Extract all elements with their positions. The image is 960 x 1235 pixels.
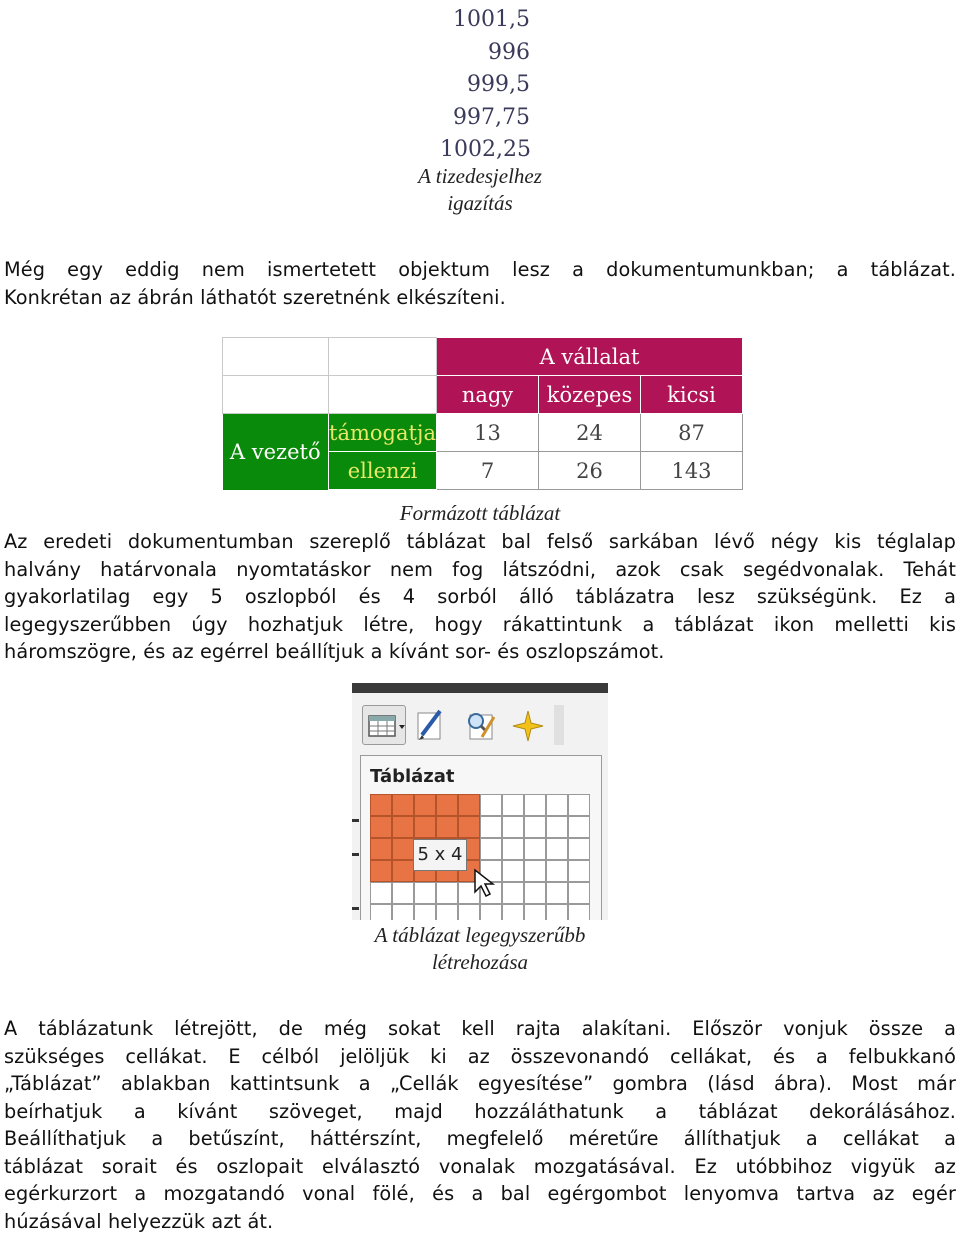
text-line: „Táblázat” ablakban kattintsunk a „Cellák egyesítése” gombra (lásd ábra). Most már <box>4 1072 956 1095</box>
grid-cell[interactable] <box>502 882 524 904</box>
text-line: halvány határvonala nyomtatáskor nem fog látszódni, azok csak segédvonalak. Tehát <box>4 557 956 581</box>
grid-cell[interactable] <box>480 904 502 920</box>
table-cell: 24 <box>539 414 641 452</box>
grid-cell[interactable] <box>502 794 524 816</box>
grid-cell[interactable] <box>370 882 392 904</box>
find-edit-icon <box>458 705 502 745</box>
row-label: támogatja <box>329 414 437 452</box>
decimal-value: 996 <box>488 39 530 65</box>
grid-cell[interactable] <box>568 904 590 920</box>
toolbar <box>362 701 608 747</box>
text-line: beírhatjuk a kívánt szöveget, majd hozzáláthatunk a táblázat dekorálásához. <box>4 1099 956 1123</box>
grid-cell[interactable] <box>546 816 568 838</box>
grid-cell[interactable] <box>480 838 502 860</box>
grid-cell[interactable] <box>568 794 590 816</box>
text-line: Még egy eddig nem ismertetett objektum lesz a dokumentumunkban; a táblázat. <box>4 258 956 281</box>
decimal-alignment-figure <box>440 4 530 167</box>
mouse-cursor-icon <box>473 868 495 900</box>
grid-cell[interactable] <box>568 860 590 882</box>
table-size-dropdown <box>360 755 602 920</box>
text-line: háromszögre, és az egérrel beállítjuk a kívánt sor- és oszlopszámot. <box>4 640 665 663</box>
grid-cell[interactable] <box>458 816 480 838</box>
table-cell: 13 <box>437 414 539 452</box>
grid-cell[interactable] <box>436 904 458 920</box>
grid-cell[interactable] <box>370 860 392 882</box>
grid-cell[interactable] <box>392 794 414 816</box>
star-button[interactable] <box>506 705 550 745</box>
grid-cell[interactable] <box>502 860 524 882</box>
text-line: legegyszerűbben úgy hozhatjuk létre, hogy rákattintunk a táblázat ikon melletti kis <box>4 612 956 636</box>
grid-cell[interactable] <box>436 882 458 904</box>
col-header: közepes <box>539 376 641 414</box>
ruler-marks <box>352 693 360 920</box>
grid-cell[interactable] <box>524 904 546 920</box>
table-caption: Formázott táblázat <box>399 501 561 525</box>
grid-cell[interactable] <box>546 882 568 904</box>
helper-cell <box>329 376 437 414</box>
col-header: nagy <box>437 376 539 414</box>
decimal-value: 1001,5 <box>453 7 530 32</box>
caption-line: létrehozása <box>431 950 529 974</box>
caption-line: A tizedesjelhez <box>418 164 542 188</box>
edit-button[interactable] <box>410 705 454 745</box>
decimal-value: 999,5 <box>467 72 530 97</box>
table-icon <box>363 706 407 746</box>
text-line: Beállíthatjuk a betűszínt, háttérszínt, megfelelő méretűre állíthatjuk a cellákat a <box>4 1127 956 1150</box>
paragraph-1 <box>4 256 956 311</box>
grid-cell[interactable] <box>524 860 546 882</box>
decimal-value: 1002,25 <box>440 137 531 162</box>
helper-cell <box>329 338 437 376</box>
grid-cell[interactable] <box>568 816 590 838</box>
table-cell: 87 <box>641 414 743 452</box>
grid-cell[interactable] <box>370 816 392 838</box>
table-cell: 143 <box>641 452 743 490</box>
grid-cell[interactable] <box>502 904 524 920</box>
grid-cell[interactable] <box>392 882 414 904</box>
grid-cell[interactable] <box>436 816 458 838</box>
helper-cell <box>223 338 329 376</box>
text-line: Az eredeti dokumentumban szereplő táblázat bal felső sarkában lévő négy kis téglalap <box>4 530 956 553</box>
table-insert-screenshot <box>352 683 608 920</box>
dropdown-arrow-icon <box>399 725 405 729</box>
paragraph-3 <box>4 1015 956 1235</box>
grid-cell[interactable] <box>436 794 458 816</box>
header-group-cell: A vállalat <box>437 338 743 376</box>
text-line: Konkrétan az ábrán láthatót szeretnénk elkészíteni. <box>4 285 506 309</box>
formatted-table <box>222 337 743 490</box>
text-line: táblázat sorait és oszlopait elválasztó vonalak mozgatásával. Ez utóbbihoz vigyük az <box>4 1154 956 1178</box>
table-cell: 7 <box>437 452 539 490</box>
grid-cell[interactable] <box>546 904 568 920</box>
grid-cell[interactable] <box>414 882 436 904</box>
text-line: szükséges cellákat. E célból jelöljük ki az összevonandó cellákat, és a felbukkanó <box>4 1044 956 1068</box>
grid-cell[interactable] <box>458 794 480 816</box>
grid-cell[interactable] <box>502 838 524 860</box>
edit-pen-icon <box>410 705 454 745</box>
grid-cell[interactable] <box>370 794 392 816</box>
grid-cell[interactable] <box>392 860 414 882</box>
text-line: A táblázatunk létrejött, de még sokat kell rajta alakítani. Először vonjuk össze a <box>4 1017 956 1040</box>
grid-cell[interactable] <box>546 860 568 882</box>
grid-cell[interactable] <box>458 904 480 920</box>
grid-cell[interactable] <box>480 794 502 816</box>
grid-cell[interactable] <box>524 882 546 904</box>
grid-cell[interactable] <box>546 838 568 860</box>
dropdown-title: Táblázat <box>370 766 455 787</box>
cut-off-button[interactable] <box>554 705 564 745</box>
grid-cell[interactable] <box>414 794 436 816</box>
decimal-value: 997,75 <box>453 104 530 130</box>
helper-cell <box>223 376 329 414</box>
grid-cell[interactable] <box>568 882 590 904</box>
grid-cell[interactable] <box>524 838 546 860</box>
grid-cell[interactable] <box>392 904 414 920</box>
grid-cell[interactable] <box>546 794 568 816</box>
caption-line: A táblázat legegyszerűbb <box>374 923 586 947</box>
grid-cell[interactable] <box>480 816 502 838</box>
find-edit-button[interactable] <box>458 705 502 745</box>
caption-line: igazítás <box>447 191 513 215</box>
grid-cell[interactable] <box>392 838 414 860</box>
grid-cell[interactable] <box>414 816 436 838</box>
paragraph-2 <box>4 528 956 666</box>
grid-cell[interactable] <box>414 904 436 920</box>
size-label: 5 x 4 <box>413 839 467 871</box>
grid-cell[interactable] <box>524 794 546 816</box>
grid-cell[interactable] <box>392 816 414 838</box>
star-icon <box>506 705 550 745</box>
row-group-cell: A vezető <box>223 414 329 490</box>
row-label: ellenzi <box>329 452 437 490</box>
text-line: húzásával helyezzük azt át. <box>4 1209 274 1233</box>
table-cell: 26 <box>539 452 641 490</box>
screenshot-caption <box>330 922 630 976</box>
col-header: kicsi <box>641 376 743 414</box>
decimal-figure-caption <box>380 163 580 217</box>
text-line: gyakorlatilag egy 5 oszlopból és 4 sorból álló táblázatra lesz szükségünk. Ez a <box>4 585 956 608</box>
grid-cell[interactable] <box>370 904 392 920</box>
grid-cell[interactable] <box>524 816 546 838</box>
table-button[interactable] <box>362 705 406 745</box>
grid-cell[interactable] <box>502 816 524 838</box>
grid-cell[interactable] <box>370 838 392 860</box>
grid-cell[interactable] <box>568 838 590 860</box>
text-line: egérkurzort a mozgatandó vonal fölé, és a bal egérgombot lenyomva tartva az egér <box>4 1182 956 1205</box>
